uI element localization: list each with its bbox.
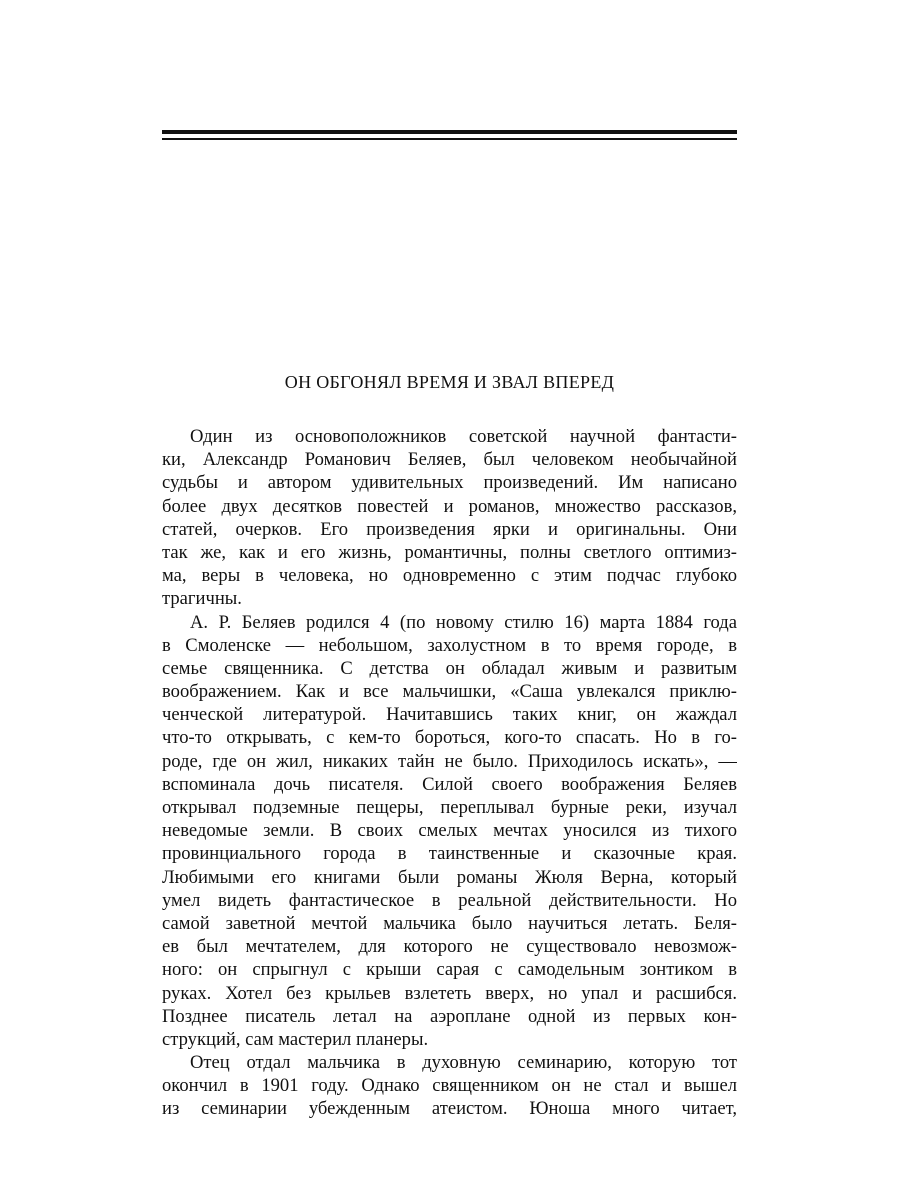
text-line: семье священника. С детства он обладал живым и развитым — [162, 657, 737, 679]
text-line: ного: он спрыгнул с крыши сарая с самодельным зонтиком в — [162, 959, 737, 981]
text-line: провинциального города в таинственные и сказочные края. — [162, 843, 737, 865]
text-line: самой заветной мечтой мальчика было научиться летать. Беля- — [162, 912, 737, 934]
paragraph — [162, 611, 737, 1052]
text-line: трагичны. — [162, 588, 242, 610]
text-line: более двух десятков повестей и романов, множество рассказов, — [162, 495, 737, 517]
text-line: ма, веры в человека, но одновременно с этим подчас глубоко — [162, 565, 737, 587]
text-line: Любимыми его книгами были романы Жюля Верна, который — [162, 866, 737, 888]
text-line: вспоминала дочь писателя. Силой своего воображения Беляев — [162, 773, 737, 795]
text-line: судьбы и автором удивительных произведений. Им написано — [162, 472, 737, 494]
text-line: так же, как и его жизнь, романтичны, полны светлого оптимиз- — [162, 541, 737, 563]
paragraph — [162, 425, 737, 611]
text-line: воображением. Как и все мальчишки, «Саша увлекался приклю- — [162, 681, 737, 703]
text-line: умел видеть фантастическое в реальной действительности. Но — [162, 889, 737, 911]
text-line: ев был мечтателем, для которого не существовало невозмож- — [162, 936, 737, 958]
body-text — [162, 425, 737, 1121]
chapter-title: ОН ОБГОНЯЛ ВРЕМЯ И ЗВАЛ ВПЕРЕД — [284, 372, 615, 392]
header-rule-thick — [162, 130, 737, 134]
header-rule-thin — [162, 138, 737, 140]
text-line: Отец отдал мальчика в духовную семинарию, которую тот — [190, 1052, 737, 1074]
text-line: А. Р. Беляев родился 4 (по новому стилю 16) марта 1884 года — [190, 611, 737, 633]
text-line: неведомые земли. В своих смелых мечтах уносился из тихого — [162, 820, 737, 842]
paragraph — [162, 1051, 737, 1121]
text-line: ченческой литературой. Начитавшись таких книг, он жаждал — [162, 704, 737, 726]
text-line: открывал подземные пещеры, переплывал бурные реки, изучал — [162, 797, 737, 818]
text-line: роде, где он жил, никаких тайн не было. Приходилось искать», — — [162, 750, 737, 772]
text-line: окончил в 1901 году. Однако священником он не стал и вышел — [162, 1075, 737, 1097]
text-line: что-то открывать, с кем-то бороться, кого-то спасать. Но в го- — [162, 727, 737, 749]
text-line: Один из основоположников советской научной фантасти- — [190, 426, 737, 447]
text-line: руках. Хотел без крыльев взлететь вверх, но упал и расшибся. — [162, 982, 737, 1004]
text-line: ки, Александр Романович Беляев, был человеком необычайной — [162, 449, 737, 471]
text-line: Позднее писатель летал на аэроплане одной из первых кон- — [162, 1005, 737, 1027]
text-line: в Смоленске — небольшом, захолустном в то время городе, в — [162, 634, 737, 656]
text-line: струкций, сам мастерил планеры. — [162, 1028, 429, 1050]
text-line: статей, очерков. Его произведения ярки и оригинальны. Они — [162, 518, 737, 540]
text-line: из семинарии убежденным атеистом. Юноша много читает, — [162, 1098, 737, 1120]
